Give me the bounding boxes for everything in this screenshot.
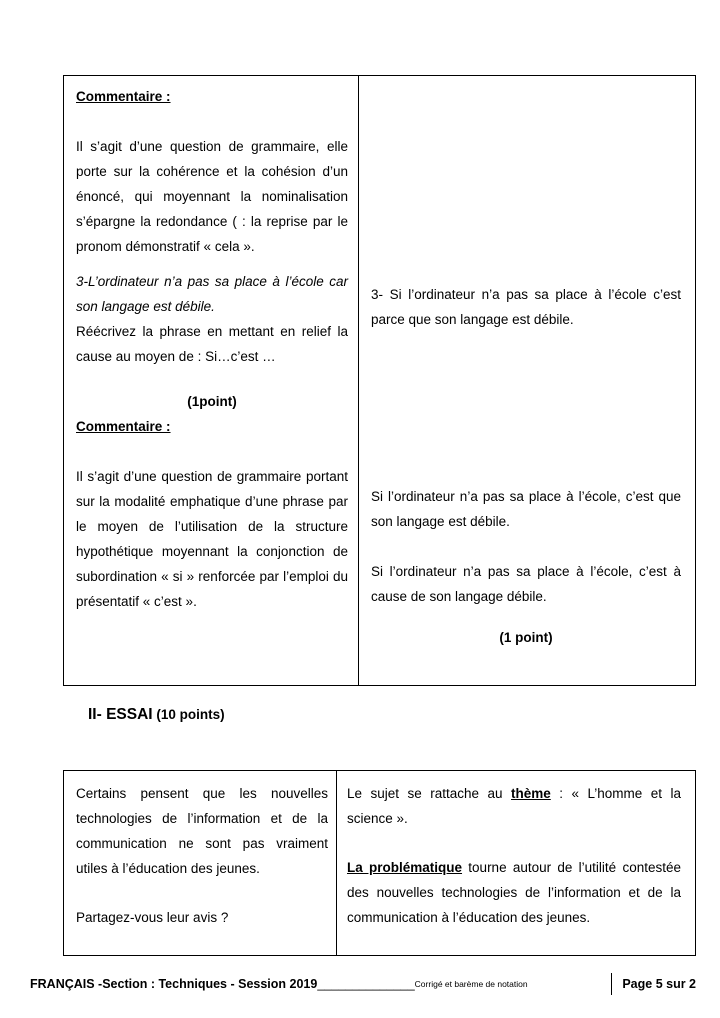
theme-paragraph (347, 781, 681, 831)
question3-sentence: 3-L’ordinateur n’a pas sa place à l’école car son langage est débile. (76, 274, 348, 314)
essai-points: (10 points) (152, 707, 225, 722)
footer-title: FRANÇAIS -Section : Techniques - Session 2019 (30, 977, 318, 991)
footer-note: Corrigé et barème de notation (414, 978, 528, 989)
commentaire-paragraph-2: Il s’agit d’une question de grammaire portant sur la modalité emphatique d’une phrase par le moyen de l’utilisation de la structure hypothétique moyennant la conjonction de subordination « si » renforcée par l’emploi du présentatif « c’est ». (76, 469, 348, 609)
essai-question: Partagez-vous leur avis ? (76, 910, 229, 925)
theme-label: thème (511, 786, 551, 801)
theme-prefix: Le sujet se rattache au (347, 786, 512, 801)
footer-divider (611, 973, 612, 995)
answer-sentence-3: Si l’ordinateur n’a pas sa place à l’école, c’est à cause de son langage débile. (371, 564, 681, 604)
problematique-text: tourne autour de l’utilité contestée des nouvelles technologies de l’information et de la communication à l’éducation des jeunes. (347, 860, 681, 925)
question3-instruction: Réécrivez la phrase en mettant en relief la cause au moyen de : Si…c’est … (76, 324, 348, 364)
table2-right-cell (337, 771, 695, 955)
commentaire-heading-2: Commentaire : (76, 419, 171, 434)
answer-sentence-1: 3- Si l’ordinateur n’a pas sa place à l’école c’est parce que son langage est débile. (371, 287, 681, 327)
points-label-1: (1point) (187, 394, 237, 409)
footer-underline: ______________ (317, 977, 415, 991)
footer-page-number: Page 5 sur 2 (622, 977, 696, 991)
table2-left-cell (64, 771, 337, 955)
problematique-label: La problématique (347, 860, 463, 875)
essai-section-heading (88, 706, 225, 724)
essai-subject-paragraph: Certains pensent que les nouvelles technologies de l’information et de la communication ne sont pas vraiment utiles à l’éducation des jeunes. (76, 786, 328, 876)
page-footer (30, 971, 696, 997)
grammar-answer-table (63, 75, 696, 686)
points-label-right: (1 point) (499, 630, 553, 645)
commentaire-paragraph-1: Il s’agit d’une question de grammaire, elle porte sur la cohérence et la cohésion d’un énoncé, qui moyennant la nominalisation s’épargne la redondance ( : la reprise par le pronom démonstratif « cela ». (76, 139, 348, 254)
table1-right-cell (359, 76, 695, 685)
commentaire-heading-1: Commentaire : (76, 89, 171, 104)
answer-sentence-2: Si l’ordinateur n’a pas sa place à l’école, c’est que son langage est débile. (371, 489, 681, 529)
problematique-paragraph (347, 855, 681, 930)
essai-table (63, 770, 696, 956)
table1-left-cell (64, 76, 359, 685)
essai-title: II- ESSAI (88, 706, 153, 723)
theme-suffix: : « L’homme et la science ». (347, 786, 682, 826)
